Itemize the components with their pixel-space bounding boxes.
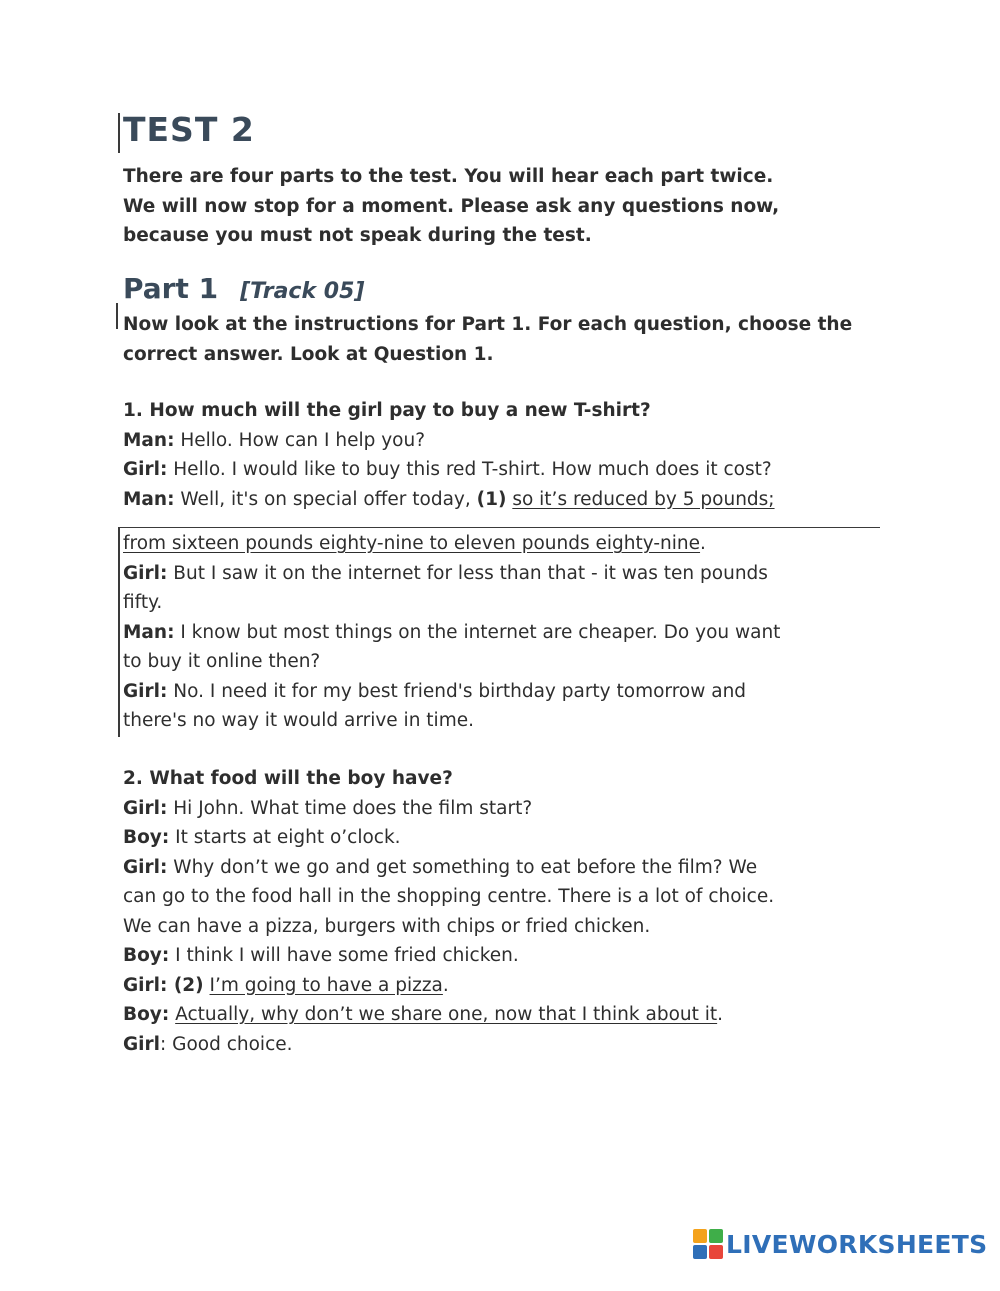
speaker: Girl:	[123, 797, 168, 819]
speech: We can have a pizza, burgers with chips or fried chicken.	[123, 915, 651, 937]
speech: :	[160, 1033, 167, 1055]
dialogue-line	[123, 941, 863, 971]
answer-underline: so it’s reduced by 5 pounds;	[512, 488, 775, 510]
intro-paragraph	[123, 162, 863, 251]
logo-square	[693, 1245, 707, 1259]
dialogue-line	[123, 1030, 863, 1060]
dialogue-line	[123, 647, 863, 677]
logo-square	[709, 1245, 723, 1259]
speaker: Man:	[123, 429, 175, 451]
dialogue-line	[123, 529, 863, 559]
speech: Why don’t we go and get something to eat before the film? We	[167, 856, 758, 878]
speech: fifty.	[123, 592, 163, 613]
intro-line: because you must not speak during the test.	[123, 225, 592, 246]
speech: No. I need it for my best friend's birthday party tomorrow and	[167, 680, 747, 702]
speech: .	[700, 533, 706, 554]
logo-square	[709, 1229, 723, 1243]
question-1-title: 1. How much will the girl pay to buy a new T-shirt?	[123, 400, 651, 421]
question-1-continued	[123, 529, 863, 736]
speech: But I saw it on the internet for less than that - it was ten pounds	[167, 562, 768, 584]
instruction-line: Now look at the instructions for Part 1. For each question, choose the	[123, 314, 853, 335]
speaker: Girl:	[123, 562, 168, 584]
dialogue-line	[123, 426, 863, 456]
speech: Hello. I would like to buy this red T-shirt. How much does it cost?	[167, 459, 772, 480]
dialogue-line	[123, 912, 863, 942]
dialogue-line	[123, 823, 863, 853]
dialogue-line	[123, 1000, 863, 1030]
speech: to buy it online then?	[123, 651, 321, 672]
liveworksheets-logo	[693, 1226, 987, 1262]
page-title: TEST 2	[123, 110, 255, 149]
answer-underline: from sixteen pounds eighty-nine to eleven pounds eighty-nine	[123, 533, 701, 554]
part-heading	[123, 272, 364, 305]
logo-squares-icon	[693, 1229, 723, 1259]
dialogue-line	[123, 559, 863, 589]
dialogue-line	[123, 618, 863, 648]
speech: I think I will have some fried chicken.	[169, 945, 519, 966]
left-margin-line-top	[118, 113, 120, 153]
part-title: Part 1	[123, 272, 219, 305]
part-instructions	[123, 310, 863, 369]
speech: .	[717, 1004, 724, 1025]
speech: I know but most things on the internet are cheaper. Do you want	[174, 621, 781, 643]
speech: Hi John. What time does the film start?	[167, 797, 533, 819]
speaker: Girl:	[123, 856, 168, 878]
dialogue-line	[123, 882, 863, 912]
speech: .	[442, 974, 449, 996]
speech: It starts at eight o’clock.	[169, 827, 401, 848]
speaker: Boy:	[123, 945, 170, 966]
question-1	[123, 396, 863, 514]
speaker: Girl	[123, 1033, 160, 1055]
instruction-line: correct answer. Look at Question 1.	[123, 343, 494, 365]
dialogue-line	[123, 677, 863, 707]
dialogue-line	[123, 853, 863, 883]
speech: Well, it's on special offer today,	[174, 488, 477, 510]
dialogue-line	[123, 588, 863, 618]
dialogue-line	[123, 794, 863, 824]
answer-marker: (1)	[476, 488, 507, 510]
speaker: Man:	[123, 488, 175, 510]
speaker: Boy:	[123, 827, 170, 848]
dialogue-line	[123, 455, 863, 485]
logo-text: LIVEWORKSHEETS	[726, 1229, 988, 1259]
speech: can go to the food hall in the shopping centre. There is a lot of choice.	[123, 886, 775, 907]
track-label: [Track 05]	[240, 279, 365, 304]
left-margin-line-q1	[118, 527, 120, 737]
speaker: Boy:	[123, 1004, 170, 1025]
answer-underline: Actually, why don’t we share one, now that I think about it	[175, 1004, 718, 1025]
speech: Hello. How can I help you?	[174, 429, 426, 451]
intro-line: We will now stop for a moment. Please ask any questions now,	[123, 195, 780, 217]
speech: there's no way it would arrive in time.	[123, 710, 474, 731]
speaker: Girl:	[123, 459, 168, 480]
dialogue-line	[123, 485, 863, 515]
dialogue-line	[123, 706, 863, 736]
answer-underline: I’m going to have a pizza	[209, 974, 443, 996]
question-2-title: 2. What food will the boy have?	[123, 768, 453, 789]
speaker: Girl:	[123, 680, 168, 702]
dialogue-line	[123, 971, 863, 1001]
scan-divider-line	[118, 527, 880, 528]
intro-line: There are four parts to the test. You will hear each part twice.	[123, 166, 774, 187]
answer-marker: (2)	[167, 974, 204, 996]
logo-square	[693, 1229, 707, 1243]
speaker: Girl:	[123, 974, 168, 996]
speaker: Man:	[123, 621, 175, 643]
left-margin-line-part1	[116, 303, 118, 329]
question-2	[123, 764, 863, 1059]
speech: Good choice.	[166, 1033, 293, 1055]
